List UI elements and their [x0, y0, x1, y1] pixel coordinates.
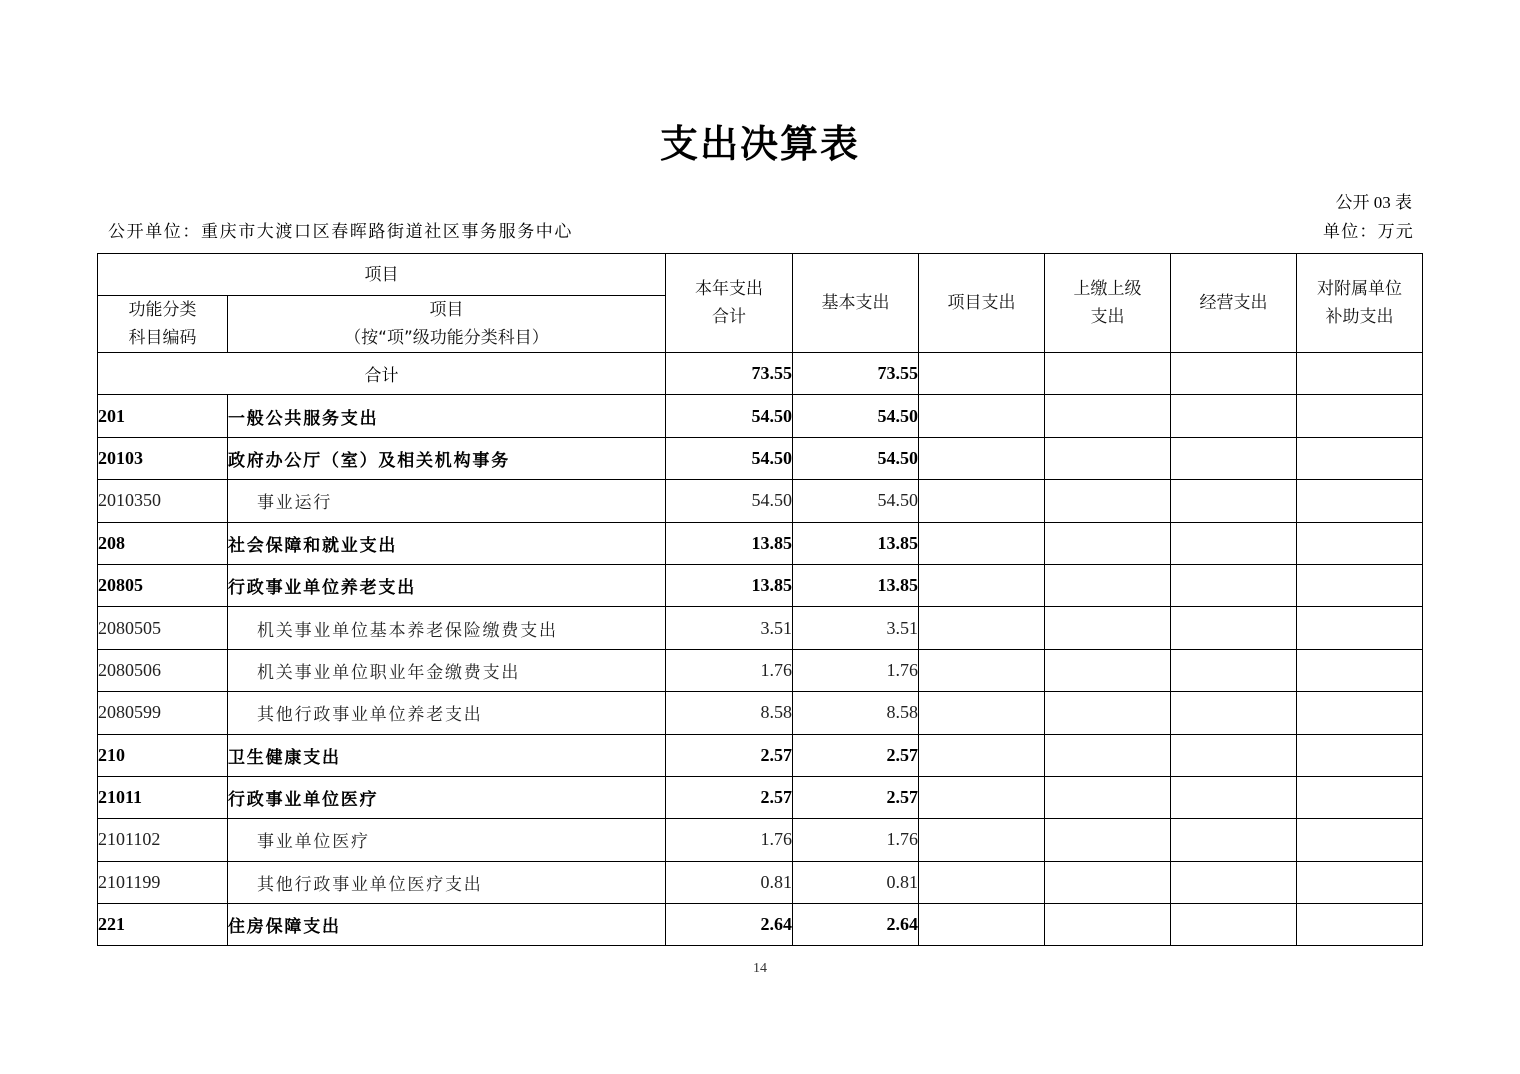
- total-expense-cell: 54.50: [666, 395, 793, 437]
- basic-expense-cell: 2.57: [793, 776, 919, 818]
- form-number: 公开 03 表: [1335, 193, 1412, 212]
- project-expense-cell: [919, 734, 1045, 776]
- business-expense-cell: [1171, 395, 1297, 437]
- upper-remit-cell: [1045, 607, 1171, 649]
- table-row: [98, 522, 1423, 564]
- basic-expense-cell: 2.64: [793, 904, 919, 946]
- project-expense-cell: [919, 861, 1045, 903]
- basic-expense-cell: 54.50: [793, 480, 919, 522]
- subsidy-cell: [1297, 522, 1423, 564]
- item-name-header: [228, 296, 666, 353]
- total-expense-header: [666, 254, 793, 353]
- page-number: 14: [753, 961, 767, 976]
- upper-remit-cell: [1045, 776, 1171, 818]
- code-cell: 2101102: [98, 819, 228, 861]
- table-row: [98, 861, 1423, 903]
- project-expense-cell: [919, 353, 1045, 395]
- subsidy-cell: [1297, 819, 1423, 861]
- item-name-cell: 其他行政事业单位医疗支出: [228, 861, 666, 903]
- item-name-cell: 其他行政事业单位养老支出: [228, 692, 666, 734]
- item-name-header-line1: 项目: [429, 300, 464, 320]
- upper-remit-cell: [1045, 819, 1171, 861]
- subsidy-header-line2: 补助支出: [1325, 307, 1394, 327]
- business-expense-cell: [1171, 776, 1297, 818]
- expenditure-table: [97, 253, 1423, 946]
- code-cell: 201: [98, 395, 228, 437]
- code-cell: 210: [98, 734, 228, 776]
- basic-expense-header: 基本支出: [793, 254, 919, 353]
- total-expense-cell: 73.55: [666, 353, 793, 395]
- upper-remit-cell: [1045, 480, 1171, 522]
- table-row: [98, 734, 1423, 776]
- currency-unit: 单位：万元: [1323, 222, 1414, 241]
- total-row: [98, 353, 1423, 395]
- upper-remit-cell: [1045, 861, 1171, 903]
- item-name-cell: 机关事业单位基本养老保险缴费支出: [228, 607, 666, 649]
- item-name-cell: 机关事业单位职业年金缴费支出: [228, 649, 666, 691]
- subsidy-cell: [1297, 649, 1423, 691]
- total-expense-cell: 8.58: [666, 692, 793, 734]
- subsidy-cell: [1297, 395, 1423, 437]
- code-cell: 20103: [98, 437, 228, 479]
- basic-expense-cell: 1.76: [793, 649, 919, 691]
- business-expense-cell: [1171, 480, 1297, 522]
- upper-remit-cell: [1045, 904, 1171, 946]
- total-expense-cell: 2.64: [666, 904, 793, 946]
- upper-remit-cell: [1045, 564, 1171, 606]
- business-expense-cell: [1171, 734, 1297, 776]
- business-expense-cell: [1171, 564, 1297, 606]
- code-header-line2: 科目编码: [128, 328, 197, 348]
- project-expense-cell: [919, 395, 1045, 437]
- project-expense-cell: [919, 819, 1045, 861]
- business-expense-cell: [1171, 819, 1297, 861]
- project-expense-cell: [919, 607, 1045, 649]
- total-expense-header-line1: 本年支出: [695, 279, 763, 299]
- header-row-1: [98, 254, 1423, 296]
- project-expense-cell: [919, 904, 1045, 946]
- basic-expense-cell: 13.85: [793, 564, 919, 606]
- code-cell: 2010350: [98, 480, 228, 522]
- business-expense-cell: [1171, 861, 1297, 903]
- total-expense-cell: 13.85: [666, 564, 793, 606]
- item-name-cell: 行政事业单位养老支出: [228, 564, 666, 606]
- subsidy-cell: [1297, 861, 1423, 903]
- reporting-unit: 公开单位：重庆市大渡口区春晖路街道社区事务服务中心: [108, 222, 573, 241]
- business-expense-cell: [1171, 522, 1297, 564]
- project-group-header: 项目: [98, 254, 666, 296]
- item-name-cell: 事业运行: [228, 480, 666, 522]
- subsidy-cell: [1297, 607, 1423, 649]
- subsidy-cell: [1297, 904, 1423, 946]
- project-expense-cell: [919, 437, 1045, 479]
- total-expense-cell: 54.50: [666, 437, 793, 479]
- basic-expense-cell: 1.76: [793, 819, 919, 861]
- subsidy-cell: [1297, 776, 1423, 818]
- code-cell: 208: [98, 522, 228, 564]
- business-expense-cell: [1171, 607, 1297, 649]
- upper-remit-header-line2: 支出: [1090, 307, 1125, 327]
- upper-remit-header-line1: 上缴上级: [1073, 279, 1142, 299]
- item-name-header-line2: （按“项”级功能分类科目）: [344, 328, 549, 348]
- subsidy-header: [1297, 254, 1423, 353]
- table-row: [98, 437, 1423, 479]
- subsidy-header-line1: 对附属单位: [1317, 279, 1402, 299]
- code-cell: 20805: [98, 564, 228, 606]
- basic-expense-cell: 0.81: [793, 861, 919, 903]
- total-expense-header-line2: 合计: [712, 307, 746, 327]
- total-expense-cell: 13.85: [666, 522, 793, 564]
- project-expense-cell: [919, 564, 1045, 606]
- total-expense-cell: 2.57: [666, 776, 793, 818]
- code-cell: 2080599: [98, 692, 228, 734]
- code-header: [98, 296, 228, 353]
- business-expense-header: 经营支出: [1171, 254, 1297, 353]
- project-expense-header: 项目支出: [919, 254, 1045, 353]
- item-name-cell: 社会保障和就业支出: [228, 522, 666, 564]
- upper-remit-cell: [1045, 649, 1171, 691]
- business-expense-cell: [1171, 649, 1297, 691]
- table-row: [98, 904, 1423, 946]
- code-cell: 2080506: [98, 649, 228, 691]
- upper-remit-cell: [1045, 692, 1171, 734]
- project-expense-cell: [919, 776, 1045, 818]
- code-cell: 21011: [98, 776, 228, 818]
- item-name-cell: 政府办公厅（室）及相关机构事务: [228, 437, 666, 479]
- basic-expense-cell: 8.58: [793, 692, 919, 734]
- basic-expense-cell: 54.50: [793, 395, 919, 437]
- table-row: [98, 480, 1423, 522]
- upper-remit-cell: [1045, 353, 1171, 395]
- upper-remit-cell: [1045, 734, 1171, 776]
- total-expense-cell: 3.51: [666, 607, 793, 649]
- subsidy-cell: [1297, 734, 1423, 776]
- basic-expense-cell: 3.51: [793, 607, 919, 649]
- business-expense-cell: [1171, 904, 1297, 946]
- item-name-cell: 事业单位医疗: [228, 819, 666, 861]
- code-header-line1: 功能分类: [128, 300, 197, 320]
- table-row: [98, 607, 1423, 649]
- total-label-cell: 合计: [98, 353, 666, 395]
- total-expense-cell: 54.50: [666, 480, 793, 522]
- project-expense-cell: [919, 522, 1045, 564]
- code-cell: 2080505: [98, 607, 228, 649]
- subsidy-cell: [1297, 437, 1423, 479]
- basic-expense-cell: 13.85: [793, 522, 919, 564]
- table-row: [98, 692, 1423, 734]
- item-name-cell: 一般公共服务支出: [228, 395, 666, 437]
- project-expense-cell: [919, 649, 1045, 691]
- item-name-cell: 住房保障支出: [228, 904, 666, 946]
- business-expense-cell: [1171, 437, 1297, 479]
- business-expense-cell: [1171, 353, 1297, 395]
- subsidy-cell: [1297, 480, 1423, 522]
- table-row: [98, 776, 1423, 818]
- item-name-cell: 行政事业单位医疗: [228, 776, 666, 818]
- table-row: [98, 395, 1423, 437]
- item-name-cell: 卫生健康支出: [228, 734, 666, 776]
- project-expense-cell: [919, 480, 1045, 522]
- total-expense-cell: 2.57: [666, 734, 793, 776]
- subsidy-cell: [1297, 564, 1423, 606]
- table-row: [98, 564, 1423, 606]
- page-title: 支出决算表: [659, 122, 860, 166]
- code-cell: 2101199: [98, 861, 228, 903]
- upper-remit-cell: [1045, 437, 1171, 479]
- upper-remit-cell: [1045, 395, 1171, 437]
- business-expense-cell: [1171, 692, 1297, 734]
- basic-expense-cell: 54.50: [793, 437, 919, 479]
- project-expense-cell: [919, 692, 1045, 734]
- basic-expense-cell: 2.57: [793, 734, 919, 776]
- total-expense-cell: 0.81: [666, 861, 793, 903]
- basic-expense-cell: 73.55: [793, 353, 919, 395]
- table-row: [98, 649, 1423, 691]
- table-body: [98, 353, 1423, 946]
- total-expense-cell: 1.76: [666, 649, 793, 691]
- subsidy-cell: [1297, 353, 1423, 395]
- total-expense-cell: 1.76: [666, 819, 793, 861]
- table-header: [98, 254, 1423, 353]
- upper-remit-cell: [1045, 522, 1171, 564]
- code-cell: 221: [98, 904, 228, 946]
- table-row: [98, 819, 1423, 861]
- subsidy-cell: [1297, 692, 1423, 734]
- upper-remit-header: [1045, 254, 1171, 353]
